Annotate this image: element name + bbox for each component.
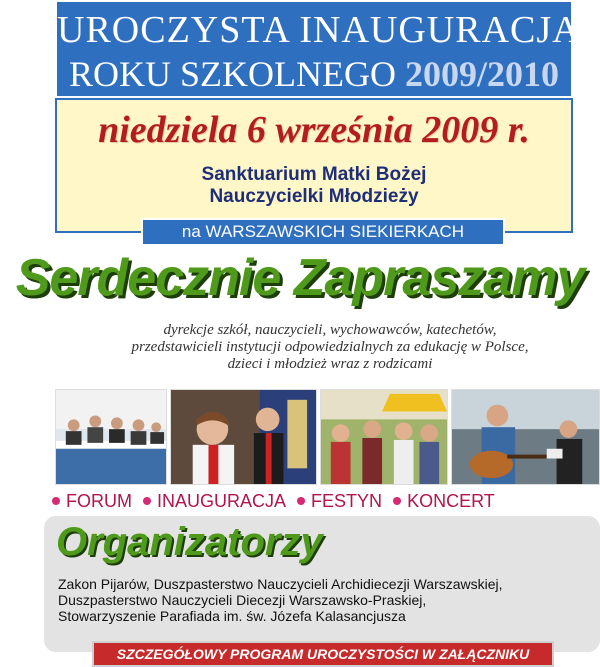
event-header: [55, 0, 581, 98]
school-year: 2009/2010: [404, 54, 559, 94]
organizer-line2: Duszpasterstwo Nauczycieli Diecezji Warszawsko-Praskiej,: [58, 592, 427, 608]
organizer-line3: Stowarzyszenie Parafiada im. św. Józefa Kalasancjusza: [58, 608, 406, 624]
audience-line2: przedstawicieli instytucji odpowiedzialnych za edukację w Polsce,: [131, 339, 529, 355]
photo-concert: [451, 389, 600, 485]
program-list: [52, 489, 600, 511]
header-title-line2: [57, 53, 571, 95]
program-item-inauguration: INAUGURACJA: [143, 491, 286, 512]
bullet-icon: [52, 497, 60, 505]
organizers-list: [58, 576, 588, 624]
program-item-forum: FORUM: [52, 491, 132, 512]
program-attachment-notice: SZCZEGÓŁOWY PROGRAM UROCZYSTOŚCI W ZAŁĄCZNIKU: [92, 641, 554, 667]
event-location: na WARSZAWSKICH SIEKIERKACH: [141, 218, 505, 246]
photo-forum: [55, 389, 167, 485]
event-date: niedziela 6 września 2009 r.: [98, 109, 530, 151]
invitation-title: Serdecznie Zapraszamy: [15, 249, 585, 307]
program-item-concert: KONCERT: [393, 491, 495, 512]
venue-line2: Nauczycielki Młodzieży: [209, 186, 419, 207]
header-title-line1: UROCZYSTA INAUGURACJA: [57, 9, 581, 51]
event-venue: [57, 164, 571, 208]
date-venue-box: [55, 98, 573, 233]
bullet-icon: [143, 497, 151, 505]
organizer-line1: Zakon Pijarów, Duszpasterstwo Nauczycieli Archidiecezji Warszawskiej,: [58, 576, 503, 592]
audience-line3: dzieci i młodzież wraz z rodzicami: [227, 356, 433, 372]
bullet-icon: [393, 497, 401, 505]
header-title-text: ROKU SZKOLNEGO: [68, 54, 396, 94]
venue-line1: Sanktuarium Matki Bożej: [201, 164, 427, 185]
audience-line1: dyrekcje szkół, nauczycieli, wychowawców, katechetów,: [163, 322, 497, 338]
program-item-festival: FESTYN: [297, 491, 382, 512]
photo-inauguration: [170, 389, 317, 485]
bullet-icon: [297, 497, 305, 505]
invited-audience: [60, 322, 600, 373]
photo-festival: [320, 389, 448, 485]
organizers-title: Organizatorzy: [56, 520, 323, 564]
